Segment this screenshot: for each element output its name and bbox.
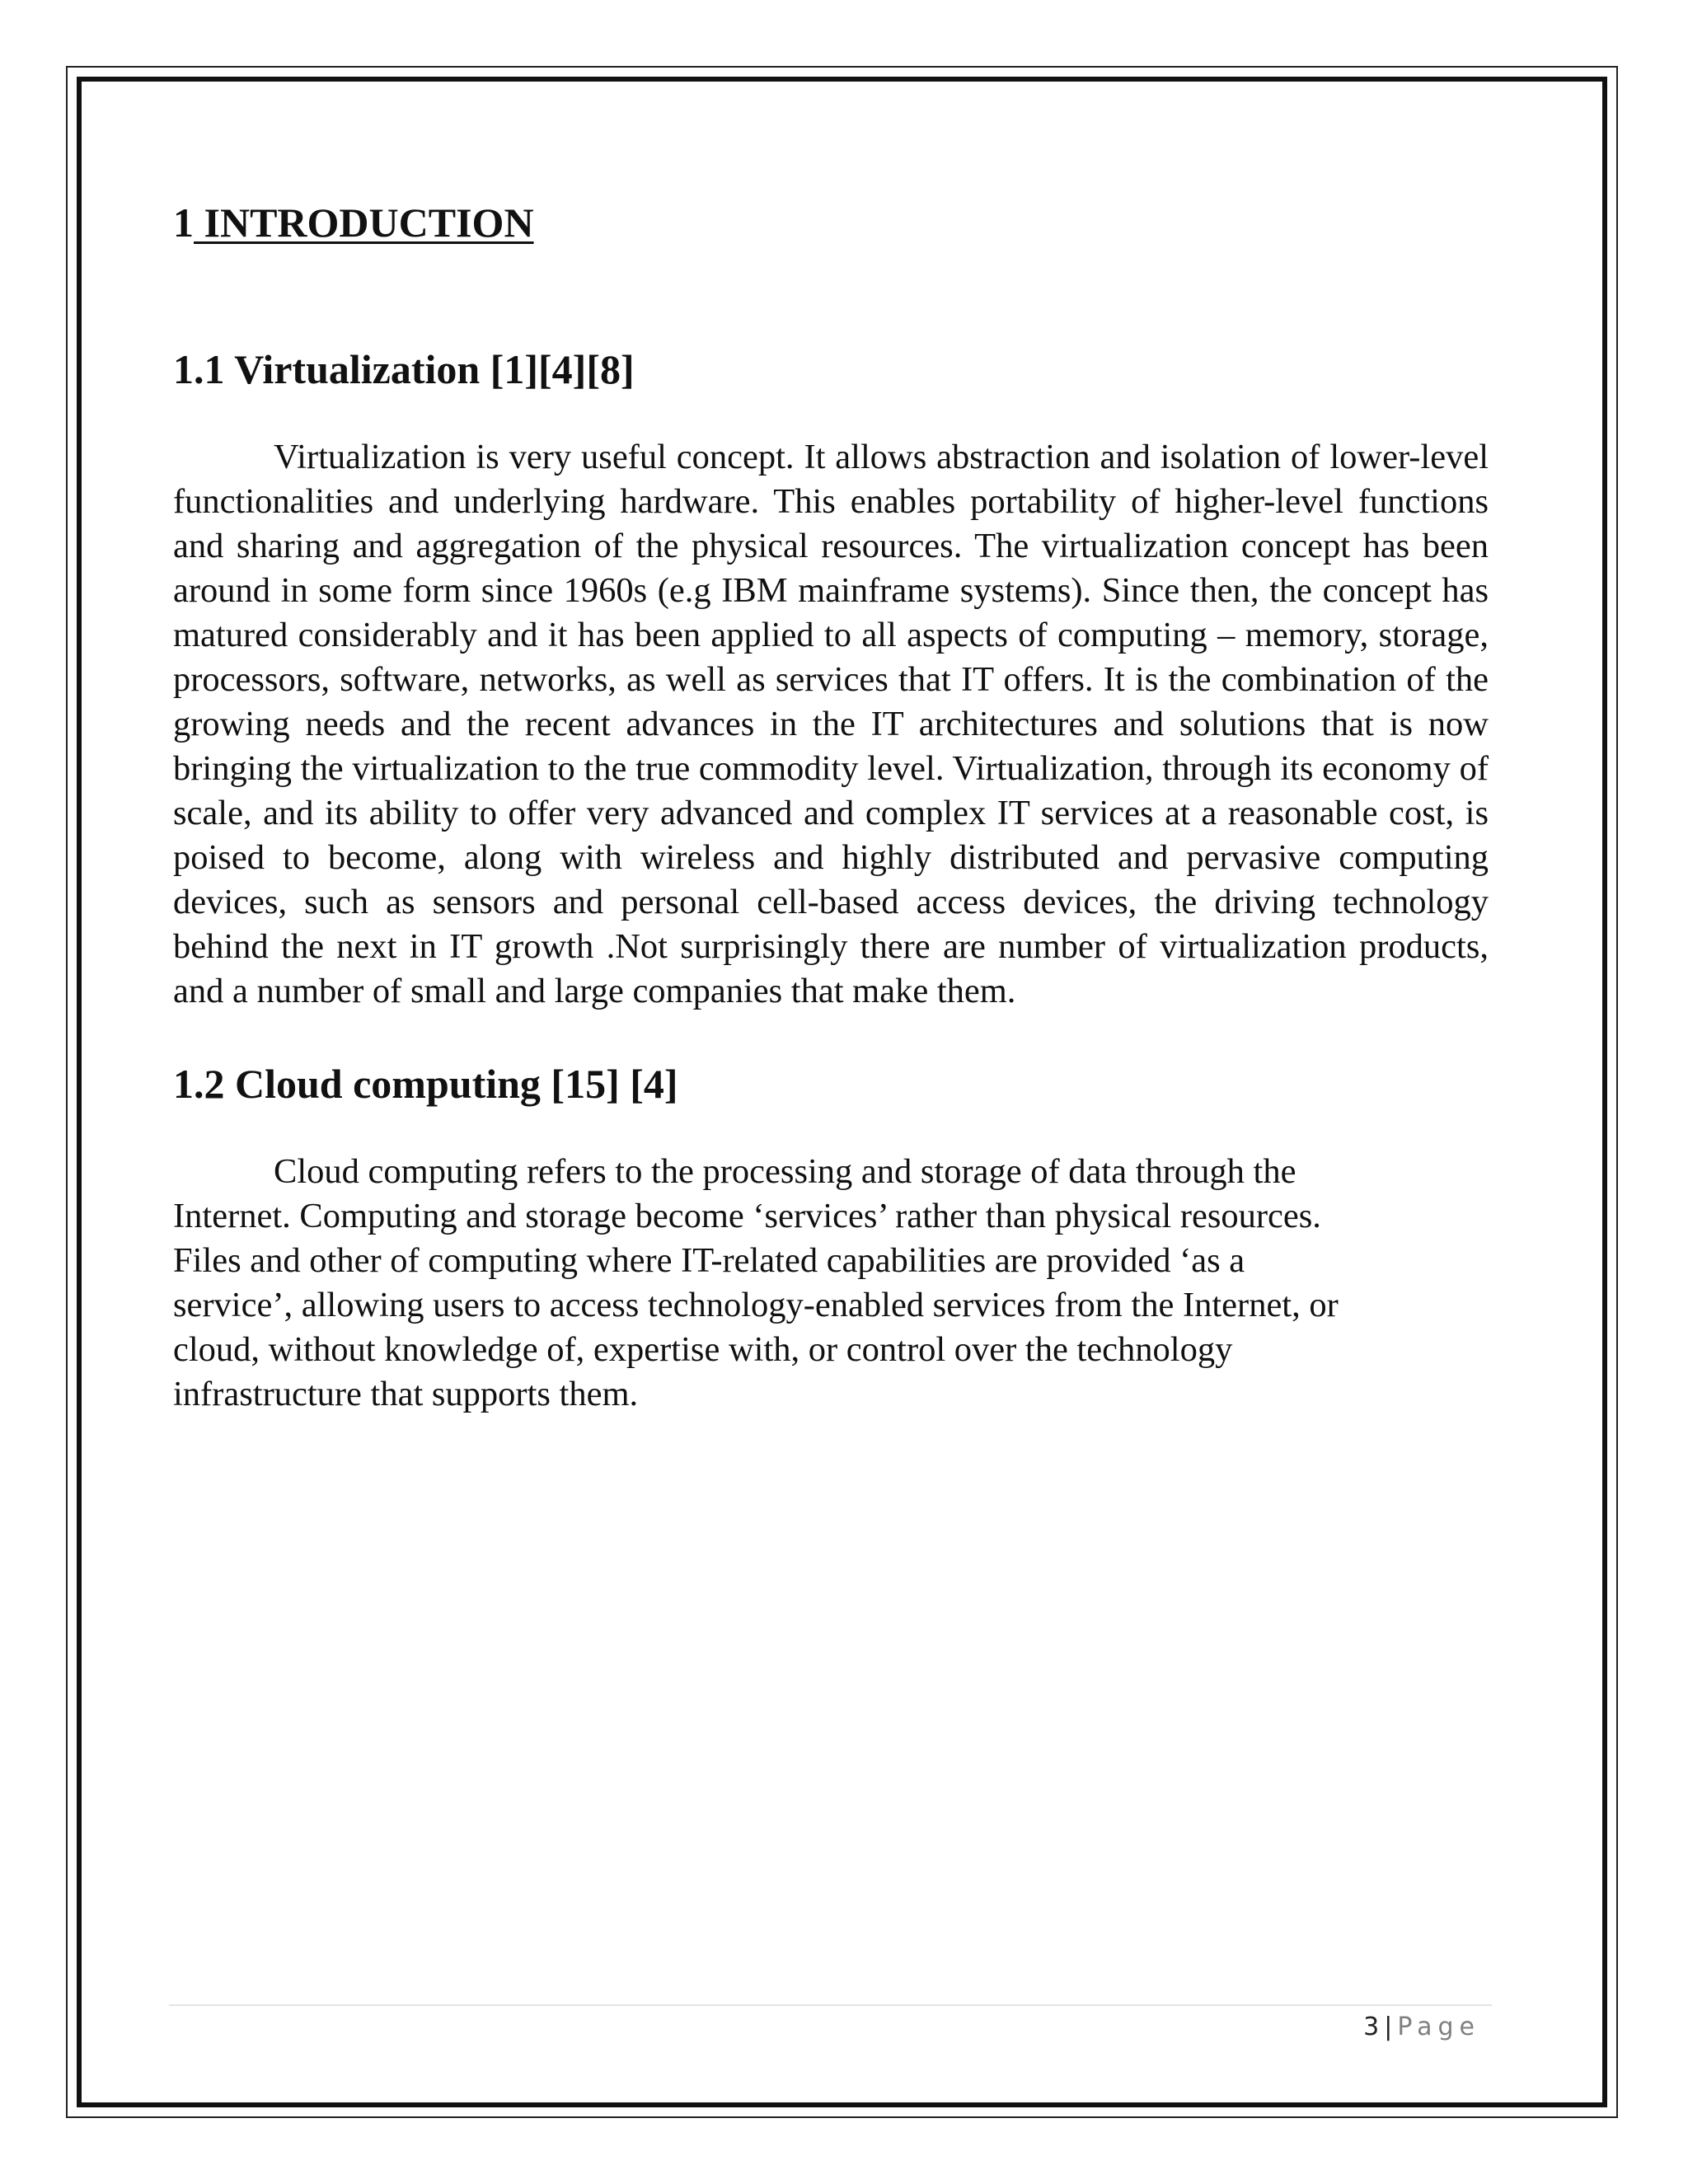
- section-body-cloud-computing: [173, 1150, 1489, 1417]
- chapter-title-text: INTRODUCTION: [194, 199, 534, 246]
- section-body-virtualization: Virtualization is very useful concept. It allows abstraction and isolation of lower-level functionalities and underlying hardware. This enables portability of higher-level functions and sharing and aggregation of the physical resources. The virtualization concept has been around in some form since 1960s (e.g IBM mainframe systems). Since then, the concept has matured considerably and it has been applied to all aspects of computing – memory, storage, processors, software, networks, as well as services that IT offers. It is the combination of the growing needs and the recent advances in the IT architectures and solutions that is now bringing the virtualization to the true commodity level. Virtualization, through its economy of scale, and its ability to offer very advanced and complex IT services at a reasonable cost, is poised to become, along with wireless and highly distributed and pervasive computing devices, such as sensors and personal cell-based access devices, the driving technology behind the next in IT growth .Not surprisingly there are number of virtualization products, and a number of small and large companies that make them.: [173, 438, 1489, 1010]
- page-footer: [1363, 2011, 1480, 2044]
- body-line: cloud, without knowledge of, expertise with, or control over the technology: [173, 1330, 1233, 1369]
- chapter-number: 1: [173, 199, 194, 246]
- body-line: infrastructure that supports them.: [173, 1375, 639, 1413]
- footer-separator: |: [1384, 2013, 1393, 2041]
- footer-divider: [169, 2004, 1492, 2006]
- page-number: 3: [1363, 2013, 1380, 2041]
- body-line: Files and other of computing where IT-related capabilities are provided ‘as a: [173, 1241, 1245, 1280]
- page-content: [173, 198, 1489, 1417]
- body-line: Internet. Computing and storage become ‘services’ rather than physical resources.: [173, 1197, 1321, 1235]
- page-label: Page: [1397, 2013, 1480, 2041]
- body-line: Cloud computing refers to the processing and storage of data through the: [274, 1152, 1296, 1191]
- section-title-cloud-computing: 1.2 Cloud computing [15] [4]: [173, 1061, 678, 1107]
- chapter-title: [173, 198, 1489, 247]
- section-title-virtualization: 1.1 Virtualization [1][4][8]: [173, 346, 635, 392]
- body-line: service’, allowing users to access technology-enabled services from the Internet, or: [173, 1286, 1339, 1324]
